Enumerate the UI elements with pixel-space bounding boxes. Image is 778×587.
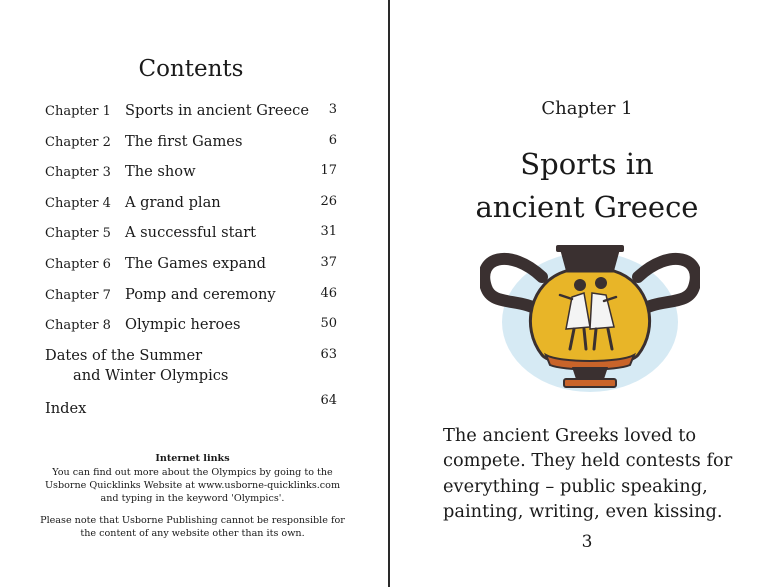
toc-chapter-label: Chapter 5	[45, 226, 111, 242]
toc-row[interactable]	[45, 284, 345, 315]
chapter-title	[390, 143, 778, 229]
toc-chapter-label: Chapter 3	[45, 165, 111, 181]
toc-chapter-label: Chapter 2	[45, 134, 111, 150]
toc-chapter-title: A grand plan	[125, 193, 221, 211]
toc-dates-line2: and Winter Olympics	[73, 366, 229, 384]
toc-page-number: 50	[320, 316, 337, 332]
toc-chapter-label: Chapter 6	[45, 256, 111, 272]
toc-chapter-label: Chapter 7	[45, 287, 111, 303]
toc-chapter-title: Sports in ancient Greece	[125, 102, 309, 119]
contents-page	[0, 0, 388, 587]
toc-page-number: 17	[320, 163, 337, 179]
toc-chapter-title: Olympic heroes	[125, 316, 241, 334]
toc-chapter-label: Chapter 4	[45, 195, 111, 211]
toc-row[interactable]	[45, 161, 345, 192]
toc-chapter-label: Chapter 8	[45, 318, 111, 334]
toc-chapter-label: Chapter 1	[45, 104, 111, 119]
toc-page-number: 31	[320, 224, 337, 240]
contents-title: Contents	[138, 56, 244, 82]
toc-page-number: 37	[320, 254, 337, 270]
chapter-label: Chapter 1	[541, 98, 633, 119]
toc-chapter-title: The Games expand	[125, 254, 267, 272]
toc-chapter-title: The first Games	[125, 132, 243, 150]
toc-row[interactable]	[45, 314, 345, 345]
toc-page-number: 46	[320, 285, 337, 301]
internet-links-text: You can find out more about the Olympics by going to the Usborne Quicklinks Website at www.usborne-quicklinks.com and typing in the keyword 'Olympics'.	[44, 467, 341, 504]
toc-page-number: 64	[320, 392, 337, 408]
toc-dates-entry[interactable]	[45, 347, 345, 393]
toc-chapter-title: A successful start	[125, 224, 257, 242]
table-of-contents	[45, 100, 345, 417]
toc-chapter-title: The show	[125, 163, 196, 181]
toc-index-label: Index	[45, 399, 87, 417]
toc-row[interactable]	[45, 131, 345, 162]
toc-index-entry[interactable]	[45, 393, 345, 417]
toc-row[interactable]	[45, 192, 345, 223]
toc-row[interactable]	[45, 222, 345, 253]
toc-dates-line1: Dates of the Summer	[45, 346, 203, 364]
toc-page-number: 3	[328, 102, 337, 117]
toc-row[interactable]	[45, 100, 345, 131]
internet-links-heading: Internet links	[155, 453, 230, 464]
chapter-title-line1: Sports in	[520, 147, 654, 181]
publisher-note: Please note that Usborne Publishing cannot be responsible for the content of any website other than its own.	[40, 515, 345, 539]
toc-row[interactable]	[45, 253, 345, 284]
toc-page-number: 63	[320, 346, 337, 362]
toc-page-number: 6	[328, 132, 337, 148]
toc-page-number: 26	[320, 193, 337, 209]
chapter-page	[390, 0, 778, 587]
chapter-title-line2: ancient Greece	[475, 190, 699, 224]
chapter-body-text: The ancient Greeks loved to compete. They held contests for everything – public speaking, painting, writing, even kissing.	[443, 425, 733, 522]
internet-links-block	[40, 452, 345, 540]
page-number: 3	[581, 532, 593, 552]
toc-chapter-title: Pomp and ceremony	[125, 285, 276, 303]
greek-vase-illustration	[480, 237, 700, 399]
